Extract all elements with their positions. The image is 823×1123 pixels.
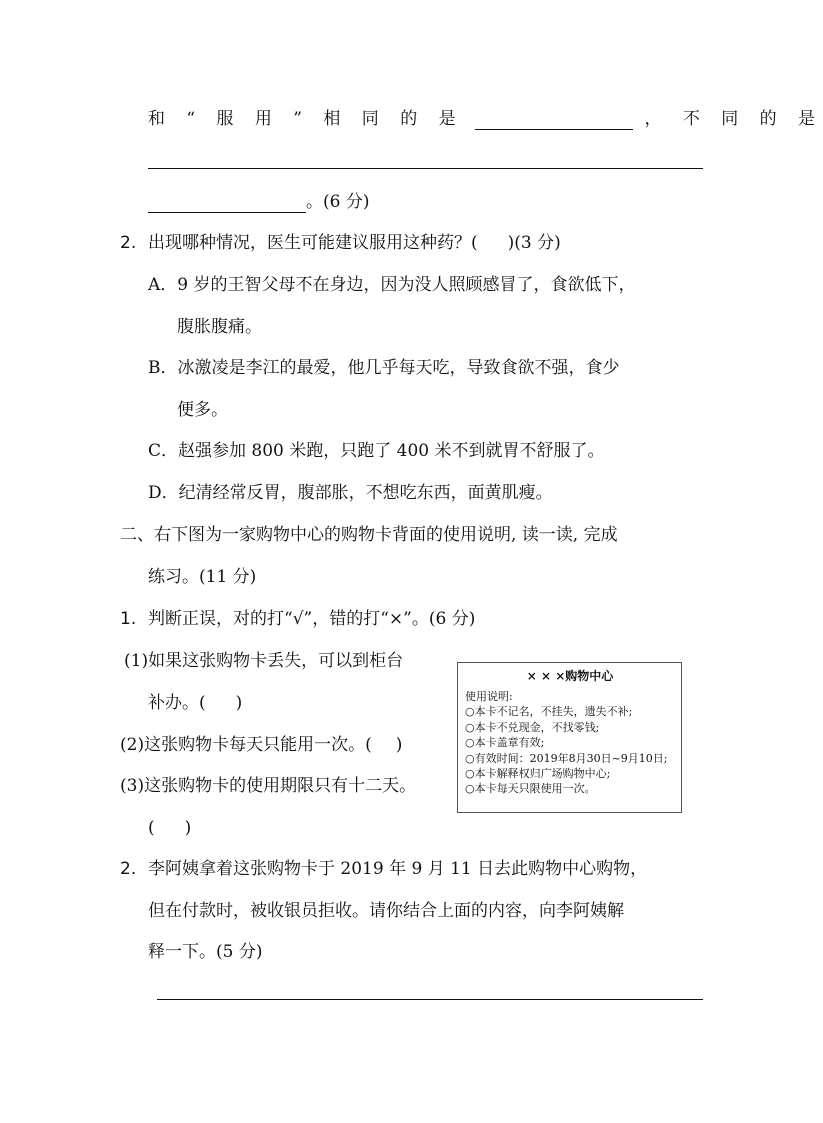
q1-score: 。(6 分) [306,192,370,212]
judge-item-2 [120,734,402,756]
answer-line-explain[interactable] [157,999,703,1000]
s2q1-stem-text: 判断正误，对的打“√”，错的打“×”。(6 分) [148,609,476,629]
option-c [148,440,605,462]
q1-line-3 [148,191,369,213]
card-rule-3: ○本卡盖章有效; [465,736,545,750]
judge-item-3: (3)这张购物卡的使用期限只有十二天。 [120,776,417,796]
s2q2-text-1: 李阿姨拿着这张购物卡于 2019 年 9 月 11 日去此购物中心购物， [148,859,648,879]
judge-item-1-text: 补办。( [148,693,206,713]
s2q2-line2: 但在付款时，被收银员拒收。请你结合上面的内容，向李阿姨解 [148,901,624,921]
section-2-heading-line2: 练习。(11 分) [148,567,257,587]
judge-item-3-end: ) [184,818,192,838]
judge-item-2-end: ) [395,735,403,755]
card-rule-6: ○本卡每天只限使用一次。 [465,782,596,796]
option-c-label: C． [148,441,179,461]
s2q2-line1 [120,858,647,880]
judge-item-3-line2 [148,817,191,839]
option-d [148,482,553,504]
q2-stem-text: 出现哪种情况，医生可能建议服用这种药？( [148,233,478,253]
q1-suffix-text: ， 不 同 的 是 [644,109,823,129]
judge-item-2-text: (2)这张购物卡每天只能用一次。( [120,735,372,755]
card-rule-4: ○有效时间：2019年8月30日~9月10日; [465,751,668,765]
judge-item-1-line2 [148,692,242,714]
card-title: × × ×购物中心 [526,669,614,683]
card-rule-1: ○本卡不记名，不挂失，遗失不补; [465,705,633,719]
judge-item-1: (1)如果这张购物卡丢失，可以到柜台 [124,651,404,671]
answer-line-different[interactable] [148,168,703,169]
option-a-line2: 腹胀腹痛。 [177,317,262,337]
q2-stem-end: )(3 分) [507,233,561,253]
card-rule-2: ○本卡不兑现金，不找零钱; [465,720,600,734]
section-2-heading: 二、右下图为一家购物中心的购物卡背面的使用说明, 读一读, 完成 [120,525,618,545]
s2q1-stem [120,608,475,630]
answer-blank-same[interactable] [475,111,633,130]
answer-blank-different-end[interactable] [148,194,306,213]
s2q1-number: 1. [120,609,137,629]
option-c-line1: 赵强参加 800 米跑，只跑了 400 米不到就胃不舒服了。 [178,441,605,461]
option-a [148,274,636,296]
option-b [148,357,620,379]
judge-item-3-text: ( [148,818,155,838]
shopping-card [457,662,682,813]
q2-number: 2. [120,233,137,253]
s2q2-line3: 释一下。(5 分) [148,942,263,962]
option-b-label: B． [148,358,178,378]
option-b-line2: 便多。 [177,400,228,420]
card-rule-5: ○本卡解释权归广场购物中心; [465,767,611,781]
q2-stem [120,232,561,254]
option-d-label: D． [148,483,179,503]
judge-item-1-end: ) [235,693,243,713]
q1-prefix-text: 和 “ 服 用 ” 相 同 的 是 [148,109,464,129]
option-a-label: A． [148,275,178,295]
option-d-line1: 纪清经常反胃，腹部胀，不想吃东西，面黄肌瘦。 [178,483,553,503]
option-a-line1: 9 岁的王智父母不在身边，因为没人照顾感冒了，食欲低下， [177,275,636,295]
card-heading: 使用说明: [465,690,513,703]
s2q2-number: 2. [120,859,137,879]
q1-line-1 [148,108,823,130]
option-b-line1: 冰激凌是李江的最爱，他几乎每天吃，导致食欲不强，食少 [177,358,620,378]
